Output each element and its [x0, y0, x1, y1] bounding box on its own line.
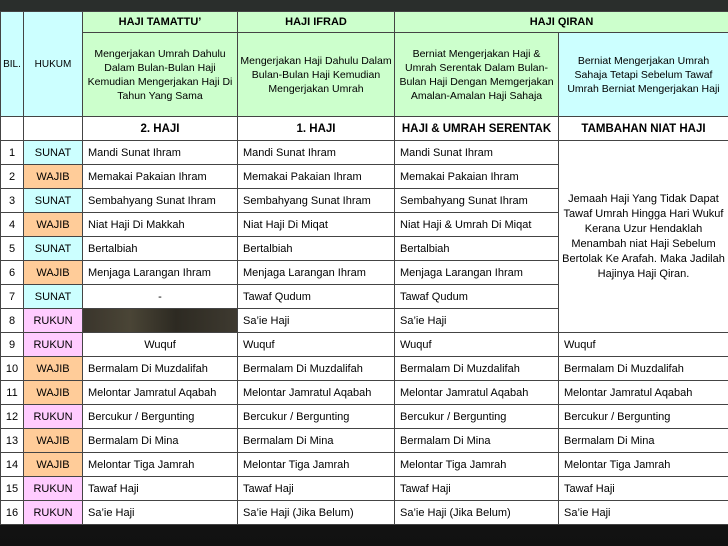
ifrad-cell: Bertalbiah — [238, 237, 395, 261]
qiran-cell: Wuquf — [395, 333, 559, 357]
row-number: 15 — [1, 477, 24, 501]
row-number: 9 — [1, 333, 24, 357]
row-number: 8 — [1, 309, 24, 333]
qiran-cell: Sembahyang Sunat Ihram — [395, 189, 559, 213]
tamattu-description: Mengerjakan Umrah Dahulu Dalam Bulan-Bulan Haji Kemudian Mengerjakan Haji Di Tahun Yang Sama — [83, 33, 238, 117]
row-number: 1 — [1, 141, 24, 165]
tamattu-cell: Niat Haji Di Makkah — [83, 213, 238, 237]
qiran-note: Jemaah Haji Yang Tidak Dapat Tawaf Umrah Hingga Hari Wukuf Kerana Uzur Hendaklah Menambah niat Haji Sebelum Bertolak Ke Arafah. Maka Jadilah Hajinya Haji Qiran. — [559, 141, 728, 333]
ifrad-cell: Niat Haji Di Miqat — [238, 213, 395, 237]
subheader-tamattu: 2. HAJI — [83, 117, 238, 141]
hukum-badge: SUNAT — [24, 189, 83, 213]
row-number: 5 — [1, 237, 24, 261]
qiran-cell: Mandi Sunat Ihram — [395, 141, 559, 165]
tambahan-cell: Melontar Jamratul Aqabah — [559, 381, 728, 405]
qiran-cell: Tawaf Qudum — [395, 285, 559, 309]
hukum-badge: RUKUN — [24, 405, 83, 429]
tamattu-cell: Melontar Jamratul Aqabah — [83, 381, 238, 405]
qiran-cell: Melontar Jamratul Aqabah — [395, 381, 559, 405]
background-photo-cell — [83, 309, 238, 333]
ifrad-description: Mengerjakan Haji Dahulu Dalam Bulan-Bulan Haji Kemudian Mengerjakan Umrah — [238, 33, 395, 117]
tamattu-cell: Bercukur / Bergunting — [83, 405, 238, 429]
row-number: 3 — [1, 189, 24, 213]
tambahan-cell: Melontar Tiga Jamrah — [559, 453, 728, 477]
hukum-badge: SUNAT — [24, 237, 83, 261]
hukum-badge: WAJIB — [24, 429, 83, 453]
tamattu-cell: Menjaga Larangan Ihram — [83, 261, 238, 285]
subheader-hukum-blank — [24, 117, 83, 141]
hukum-badge: RUKUN — [24, 477, 83, 501]
tambahan-cell: Tawaf Haji — [559, 477, 728, 501]
tambahan-cell: Sa’ie Haji — [559, 501, 728, 525]
ifrad-cell: Menjaga Larangan Ihram — [238, 261, 395, 285]
row-number: 11 — [1, 381, 24, 405]
tamattu-cell: Wuquf — [83, 333, 238, 357]
subheader-qiran-serentak: HAJI & UMRAH SERENTAK — [395, 117, 559, 141]
tambahan-cell: Bercukur / Bergunting — [559, 405, 728, 429]
tamattu-cell: Sembahyang Sunat Ihram — [83, 189, 238, 213]
hukum-badge: RUKUN — [24, 333, 83, 357]
ifrad-cell: Sembahyang Sunat Ihram — [238, 189, 395, 213]
row-number: 16 — [1, 501, 24, 525]
row-number: 7 — [1, 285, 24, 309]
hukum-badge: WAJIB — [24, 381, 83, 405]
qiran-cell: Sa’ie Haji — [395, 309, 559, 333]
ifrad-title: HAJI IFRAD — [238, 12, 395, 33]
tamattu-cell: Bertalbiah — [83, 237, 238, 261]
tamattu-cell: Mandi Sunat Ihram — [83, 141, 238, 165]
tamattu-cell: - — [83, 285, 238, 309]
qiran-cell: Melontar Tiga Jamrah — [395, 453, 559, 477]
ifrad-cell: Melontar Jamratul Aqabah — [238, 381, 395, 405]
tambahan-cell: Wuquf — [559, 333, 728, 357]
hukum-badge: SUNAT — [24, 285, 83, 309]
subheader-bil-blank — [1, 117, 24, 141]
row-number: 14 — [1, 453, 24, 477]
hukum-badge: RUKUN — [24, 309, 83, 333]
ifrad-cell: Mandi Sunat Ihram — [238, 141, 395, 165]
qiran-cell: Memakai Pakaian Ihram — [395, 165, 559, 189]
qiran-description-1: Berniat Mengerjakan Haji & Umrah Serentak Dalam Bulan-Bulan Haji Dengan Memgerjakan Amalan-Amalan Haji Sahaja — [395, 33, 559, 117]
subheader-tambahan: TAMBAHAN NIAT HAJI — [559, 117, 728, 141]
row-number: 10 — [1, 357, 24, 381]
ifrad-cell: Tawaf Qudum — [238, 285, 395, 309]
qiran-description-2: Berniat Mengerjakan Umrah Sahaja Tetapi Sebelum Tawaf Umrah Berniat Mengerjakan Haji — [559, 33, 728, 117]
row-number: 2 — [1, 165, 24, 189]
qiran-cell: Niat Haji & Umrah Di Miqat — [395, 213, 559, 237]
row-number: 4 — [1, 213, 24, 237]
hukum-header: HUKUM — [24, 12, 83, 117]
tamattu-cell: Memakai Pakaian Ihram — [83, 165, 238, 189]
hukum-badge: WAJIB — [24, 453, 83, 477]
ifrad-cell: Bermalam Di Muzdalifah — [238, 357, 395, 381]
tamattu-cell: Tawaf Haji — [83, 477, 238, 501]
qiran-cell: Menjaga Larangan Ihram — [395, 261, 559, 285]
tambahan-cell: Bermalam Di Muzdalifah — [559, 357, 728, 381]
hukum-badge: WAJIB — [24, 357, 83, 381]
hajj-comparison-table — [0, 11, 728, 525]
tamattu-title: HAJI TAMATTU’ — [83, 12, 238, 33]
hukum-badge: RUKUN — [24, 501, 83, 525]
ifrad-cell: Melontar Tiga Jamrah — [238, 453, 395, 477]
qiran-cell: Bercukur / Bergunting — [395, 405, 559, 429]
tamattu-cell: Melontar Tiga Jamrah — [83, 453, 238, 477]
ifrad-cell: Wuquf — [238, 333, 395, 357]
hukum-badge: WAJIB — [24, 213, 83, 237]
ifrad-cell: Bercukur / Bergunting — [238, 405, 395, 429]
hukum-badge: WAJIB — [24, 261, 83, 285]
tamattu-cell: Sa’ie Haji — [83, 501, 238, 525]
tamattu-cell: Bermalam Di Muzdalifah — [83, 357, 238, 381]
tambahan-cell: Bermalam Di Mina — [559, 429, 728, 453]
qiran-cell: Tawaf Haji — [395, 477, 559, 501]
qiran-cell: Bermalam Di Muzdalifah — [395, 357, 559, 381]
hukum-badge: WAJIB — [24, 165, 83, 189]
ifrad-cell: Bermalam Di Mina — [238, 429, 395, 453]
row-number: 12 — [1, 405, 24, 429]
subheader-ifrad: 1. HAJI — [238, 117, 395, 141]
ifrad-cell: Sa’ie Haji — [238, 309, 395, 333]
qiran-cell: Sa’ie Haji (Jika Belum) — [395, 501, 559, 525]
ifrad-cell: Sa’ie Haji (Jika Belum) — [238, 501, 395, 525]
ifrad-cell: Memakai Pakaian Ihram — [238, 165, 395, 189]
qiran-cell: Bertalbiah — [395, 237, 559, 261]
row-number: 13 — [1, 429, 24, 453]
tamattu-cell: Bermalam Di Mina — [83, 429, 238, 453]
row-number: 6 — [1, 261, 24, 285]
hukum-badge: SUNAT — [24, 141, 83, 165]
ifrad-cell: Tawaf Haji — [238, 477, 395, 501]
bil-header: BIL. — [1, 12, 24, 117]
qiran-title: HAJI QIRAN — [395, 12, 728, 33]
qiran-cell: Bermalam Di Mina — [395, 429, 559, 453]
